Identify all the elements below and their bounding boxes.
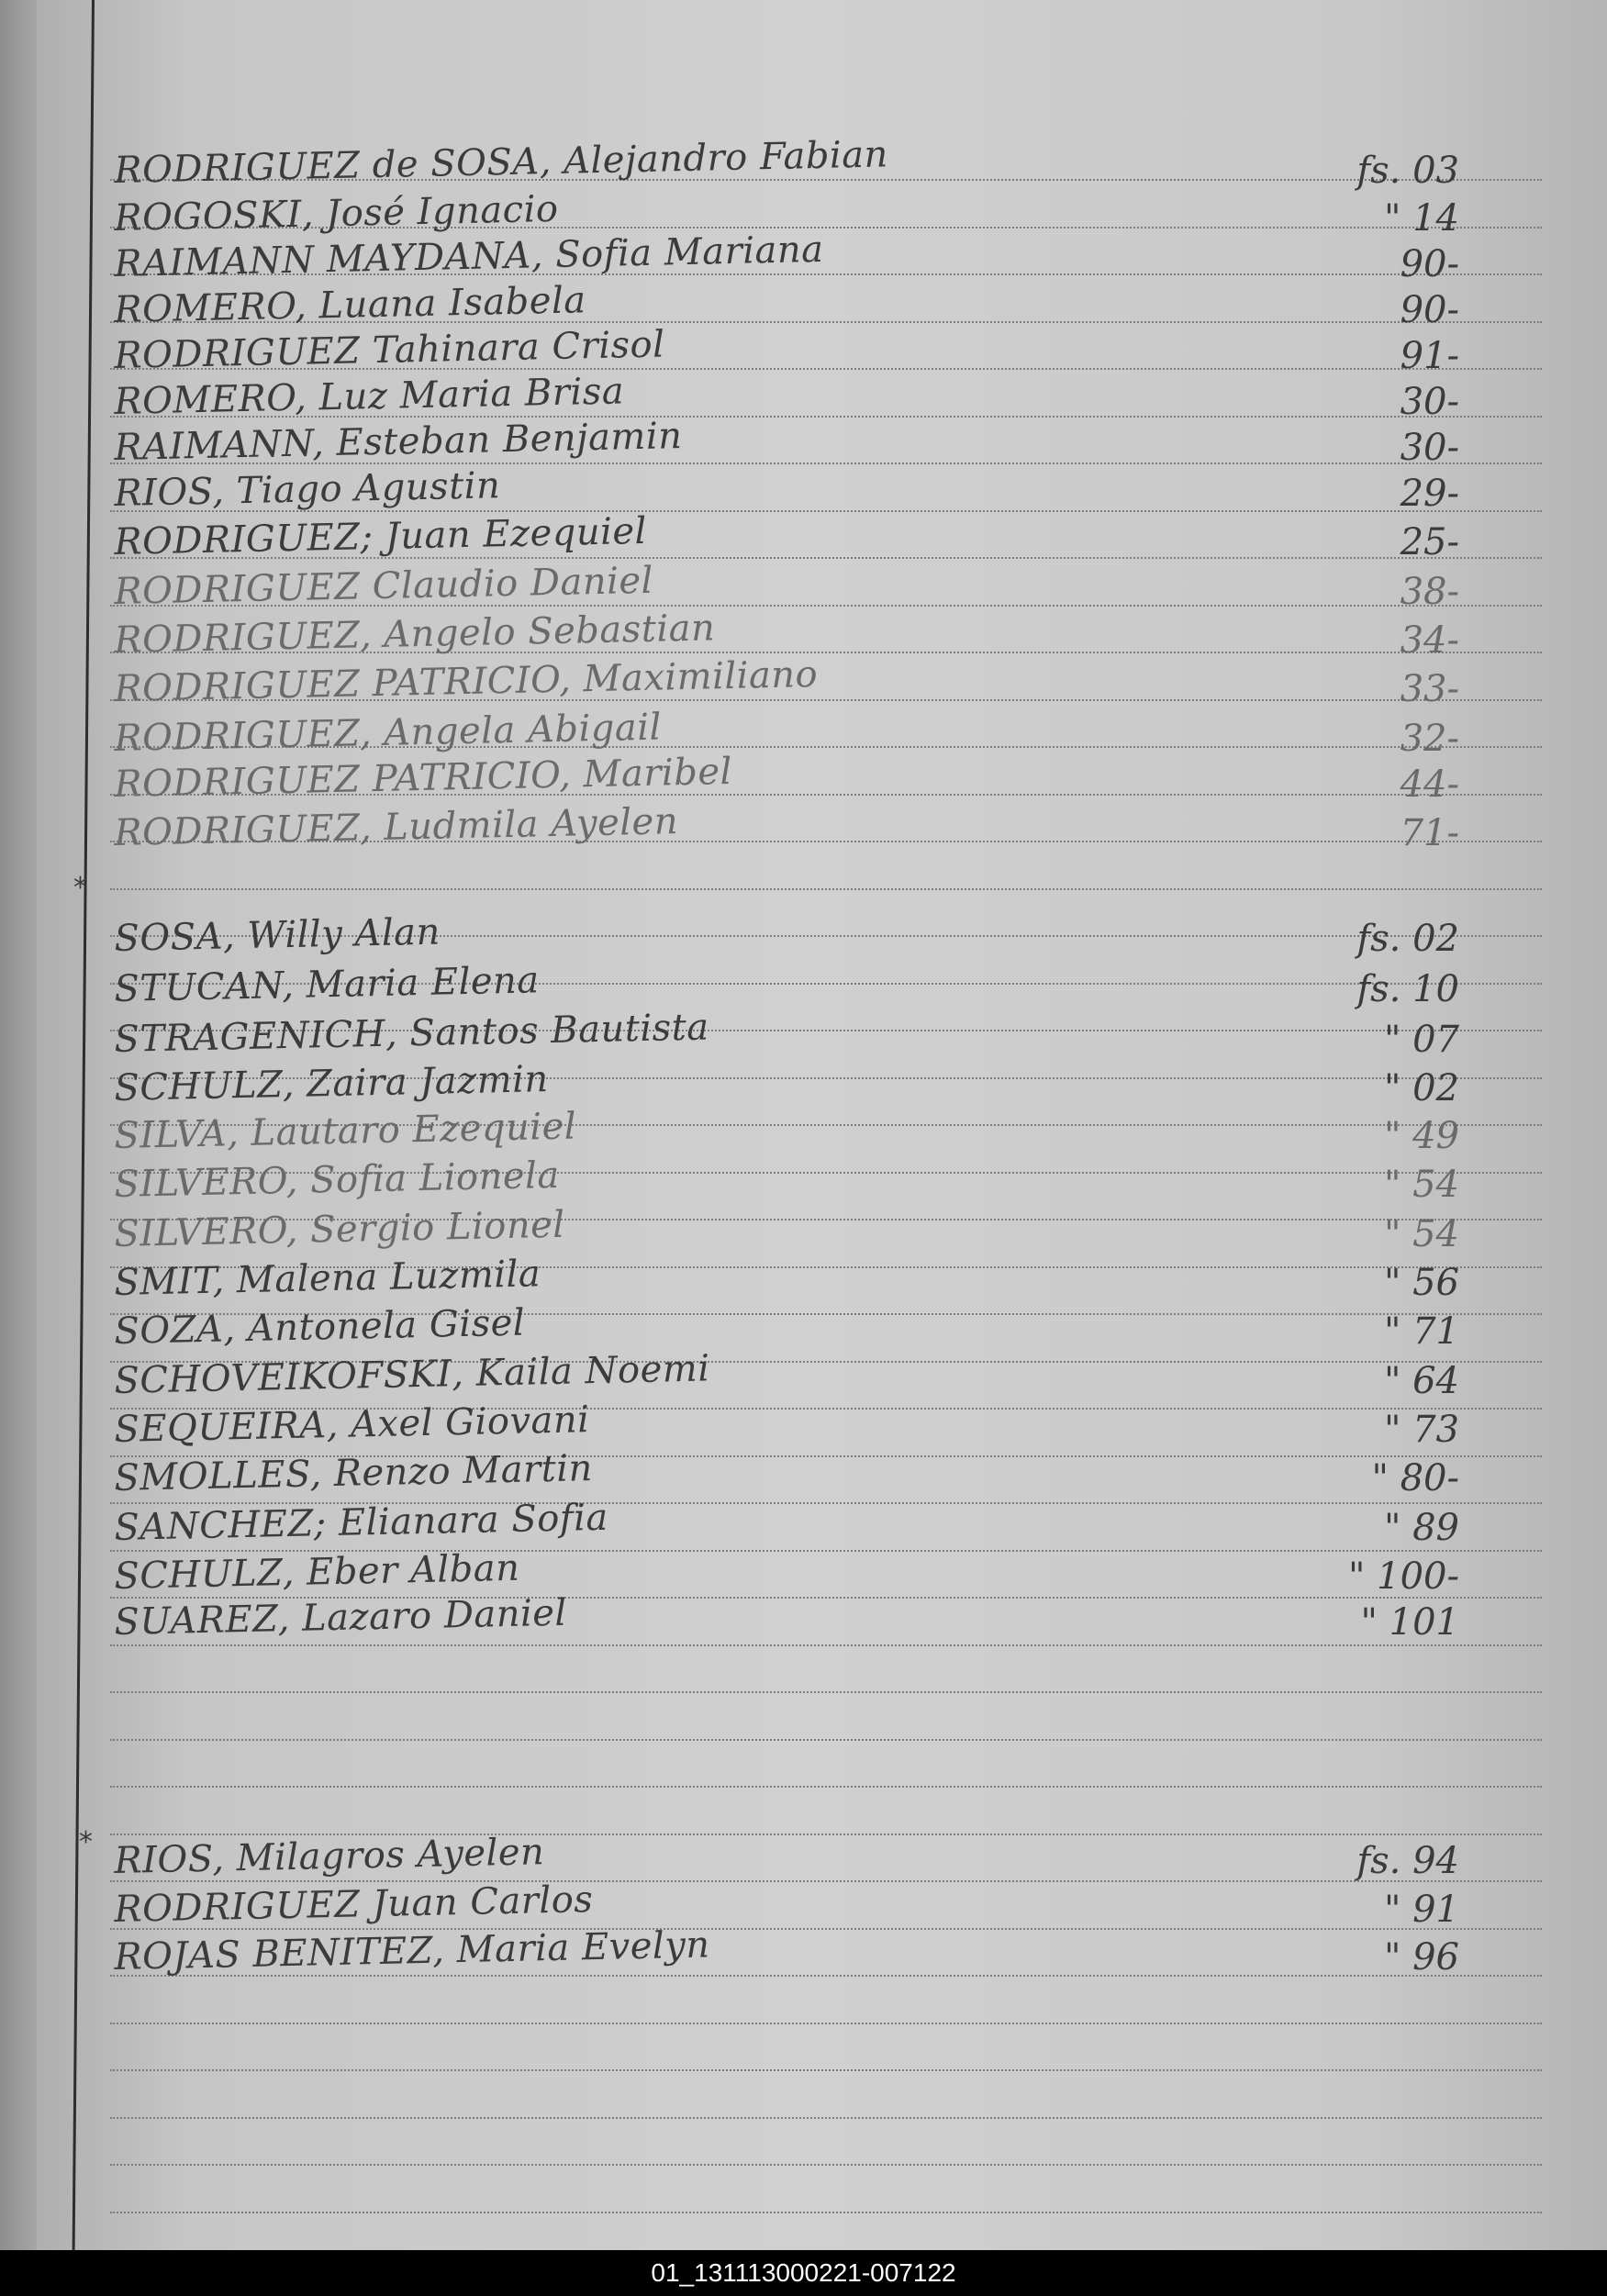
footer-bar: [0, 2250, 1607, 2296]
entry-name: SCHULZ, Zaira Jazmin: [114, 1058, 550, 1109]
entry-folio: " 54: [1383, 1213, 1459, 1255]
entry-folio: 90-: [1400, 243, 1459, 285]
entry-folio: " 56: [1383, 1262, 1459, 1304]
list-item: [0, 1923, 1607, 1980]
list-item: [0, 323, 1607, 379]
entry-folio: fs. 02: [1356, 918, 1459, 960]
entry-folio: " 101: [1360, 1601, 1459, 1644]
entry-folio: 44-: [1400, 763, 1459, 806]
ruled-line: [110, 2069, 1542, 2071]
entry-folio: 29-: [1400, 473, 1459, 515]
ruled-line: [110, 888, 1542, 890]
entry-folio: " 54: [1383, 1164, 1459, 1206]
list-item: [0, 750, 1607, 808]
entry-name: RODRIGUEZ de SOSA, Alejandro Fabian: [114, 133, 889, 192]
ruled-line: [110, 1739, 1542, 1741]
entry-name: ROJAS BENITEZ, Maria Evelyn: [114, 1923, 711, 1978]
entry-folio: 32-: [1400, 718, 1459, 760]
entry-folio: 30-: [1400, 427, 1459, 469]
ruled-line: [110, 2023, 1542, 2024]
list-item: [0, 959, 1607, 1012]
entry-name: RIOS, Milagros Ayelen: [114, 1831, 545, 1882]
list-item: [0, 1006, 1607, 1063]
list-item: [0, 1447, 1607, 1501]
list-item: [0, 1253, 1607, 1306]
entry-folio: " 71: [1383, 1310, 1459, 1353]
entry-name: RODRIGUEZ Juan Carlos: [114, 1878, 594, 1931]
ruled-line: [110, 1786, 1542, 1788]
ruled-line: [110, 2117, 1542, 2119]
entry-folio: " 96: [1383, 1936, 1459, 1978]
entry-name: RIOS, Tiago Agustin: [114, 464, 501, 515]
list-item: [0, 1399, 1607, 1453]
entry-name: SUAREZ, Lazaro Daniel: [114, 1591, 568, 1644]
entry-folio: " 07: [1383, 1019, 1459, 1061]
entry-folio: fs. 10: [1356, 968, 1459, 1010]
margin-asterisk: *: [79, 1826, 93, 1858]
list-item: [0, 1878, 1607, 1933]
entry-folio: 25-: [1400, 521, 1459, 563]
entry-name: STUCAN, Maria Elena: [114, 959, 541, 1010]
entry-folio: " 73: [1383, 1409, 1459, 1451]
list-item: [0, 800, 1607, 856]
list-item: [0, 279, 1607, 333]
list-item: [0, 509, 1607, 565]
entry-folio: " 02: [1383, 1067, 1459, 1109]
margin-asterisk: *: [73, 872, 87, 904]
ruled-line: [110, 2212, 1542, 2213]
entry-name: RODRIGUEZ PATRICIO, Maribel: [114, 750, 733, 806]
list-item: [0, 1347, 1607, 1404]
list-item: [0, 1301, 1607, 1354]
entry-name: SILVERO, Sergio Lionel: [114, 1203, 566, 1255]
entry-folio: 30-: [1400, 381, 1459, 423]
entry-folio: 71-: [1400, 812, 1459, 854]
entry-name: ROMERO, Luz Maria Brisa: [114, 370, 625, 423]
entry-name: SEQUEIRA, Axel Giovani: [114, 1399, 590, 1451]
entry-name: SCHOVEIKOFSKI, Kaila Noemi: [114, 1347, 710, 1402]
list-item: [0, 1105, 1607, 1159]
list-item: [0, 652, 1607, 712]
entry-name: RODRIGUEZ Claudio Daniel: [114, 559, 654, 613]
entry-name: RAIMANN MAYDANA, Sofia Mariana: [114, 228, 824, 285]
ruled-line: [110, 2164, 1542, 2166]
list-item: [0, 1591, 1607, 1645]
list-item: [0, 133, 1607, 194]
entry-name: SMIT, Malena Luzmila: [114, 1253, 541, 1304]
entry-folio: fs. 94: [1356, 1840, 1459, 1882]
entry-name: RAIMANN, Esteban Benjamin: [114, 415, 683, 469]
list-item: [0, 706, 1607, 762]
entry-folio: " 49: [1383, 1115, 1459, 1157]
entry-name: RODRIGUEZ PATRICIO, Maximiliano: [114, 652, 819, 710]
entry-name: RODRIGUEZ, Angela Abigail: [114, 706, 663, 760]
entry-folio: " 91: [1383, 1889, 1459, 1931]
entry-name: RODRIGUEZ; Juan Ezequiel: [114, 509, 648, 563]
entry-name: STRAGENICH, Santos Bautista: [114, 1006, 710, 1061]
entry-name: RODRIGUEZ, Ludmila Ayelen: [114, 800, 679, 854]
entry-name: SCHULZ, Eber Alban: [114, 1546, 520, 1598]
entry-folio: fs. 03: [1356, 150, 1459, 192]
list-item: [0, 1203, 1607, 1257]
entry-folio: " 64: [1383, 1360, 1459, 1402]
list-item: [0, 1058, 1607, 1111]
entry-name: SILVA, Lautaro Ezequiel: [114, 1105, 577, 1157]
entry-folio: 34-: [1400, 619, 1459, 662]
entry-folio: " 100-: [1348, 1555, 1459, 1598]
document-id-label: 01_131113000221-007122: [651, 2258, 956, 2287]
ruled-line: [110, 1691, 1542, 1693]
entry-name: ROMERO, Luana Isabela: [114, 279, 587, 331]
list-item: [0, 910, 1607, 962]
entry-folio: 33-: [1400, 668, 1459, 710]
entry-name: SOSA, Willy Alan: [114, 910, 441, 960]
list-item: [0, 1496, 1607, 1551]
entry-name: SOZA, Antonela Gisel: [114, 1301, 526, 1353]
list-item: [0, 1546, 1607, 1599]
list-item: [0, 228, 1607, 287]
entry-folio: " 89: [1383, 1507, 1459, 1549]
list-item: [0, 1831, 1607, 1884]
entry-folio: 91-: [1400, 335, 1459, 377]
list-item: [0, 464, 1607, 517]
entry-name: RODRIGUEZ Tahinara Crisol: [114, 323, 665, 377]
list-item: [0, 559, 1607, 615]
entry-folio: 90-: [1400, 289, 1459, 331]
list-item: [0, 1154, 1607, 1208]
entry-name: ROGOSKI, José Ignacio: [114, 187, 559, 240]
entry-name: SANCHEZ; Elianara Sofia: [114, 1496, 609, 1549]
entry-name: RODRIGUEZ, Angelo Sebastian: [114, 607, 716, 662]
entry-folio: " 80-: [1371, 1457, 1459, 1499]
list-item: [0, 370, 1607, 425]
entry-name: SILVERO, Sofia Lionela: [114, 1154, 561, 1206]
entry-folio: " 14: [1383, 197, 1459, 240]
entry-name: SMOLLES, Renzo Martin: [114, 1447, 594, 1499]
entry-folio: 38-: [1400, 571, 1459, 613]
list-item: [0, 415, 1607, 471]
